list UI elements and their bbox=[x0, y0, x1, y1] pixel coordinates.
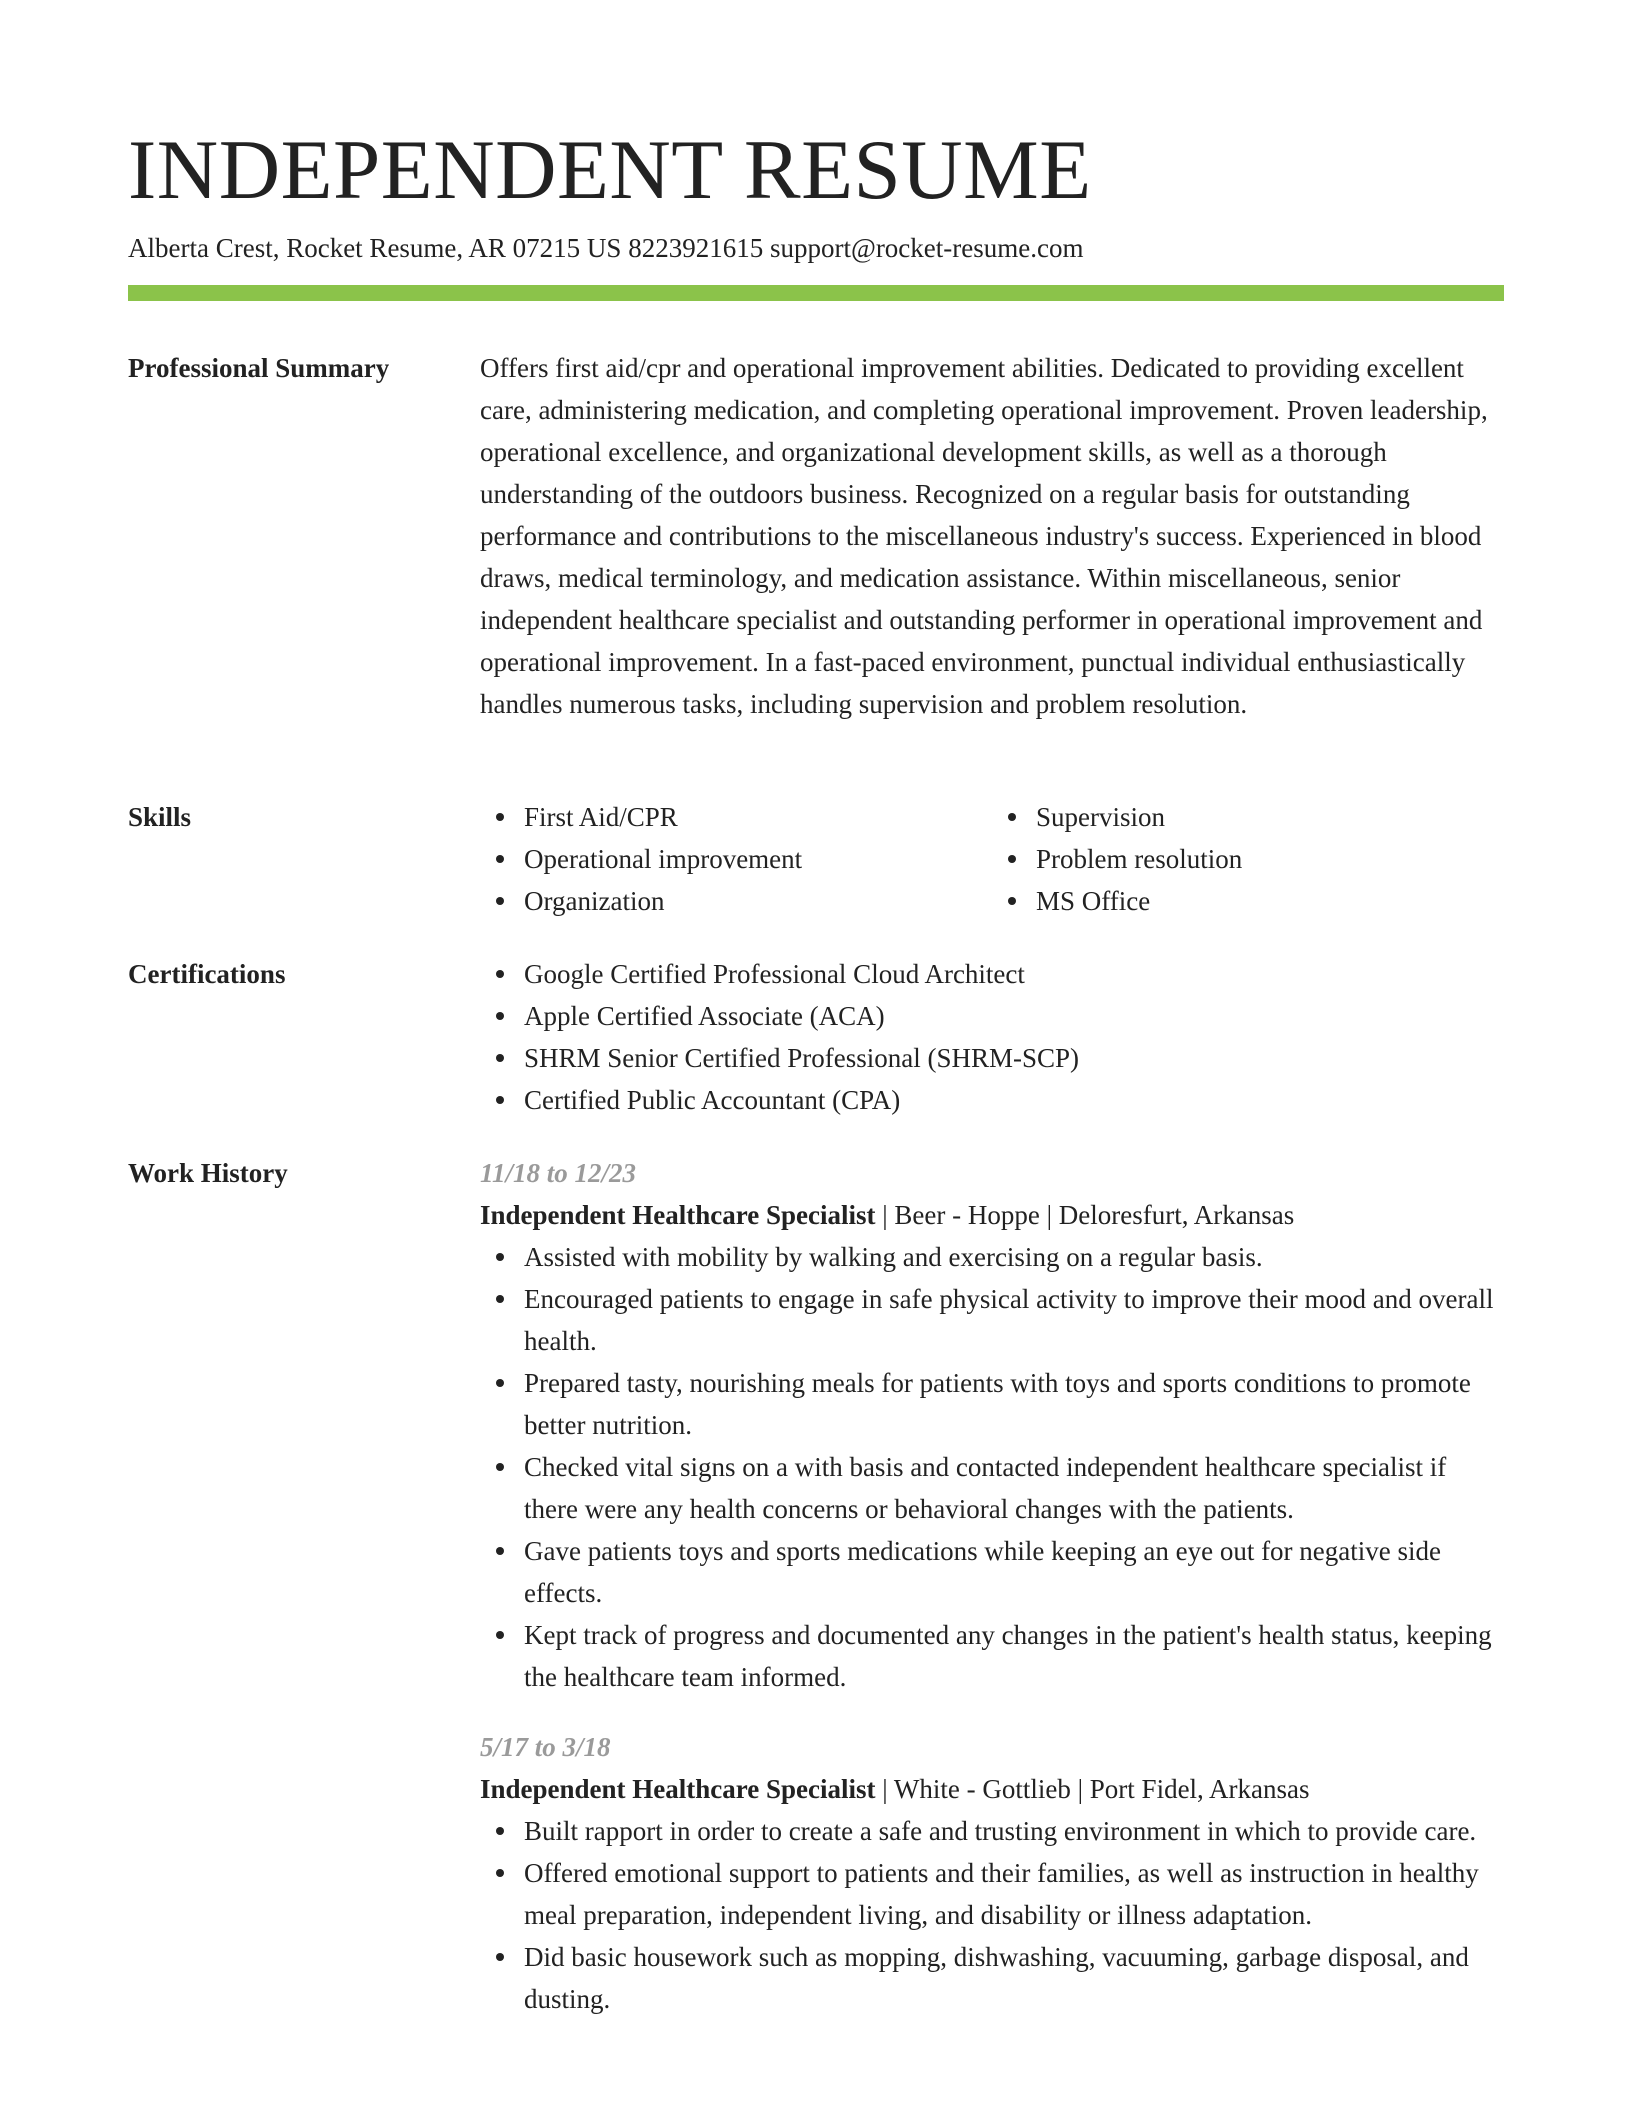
skill-item: MS Office bbox=[1036, 880, 1504, 922]
work-history-heading: Work History bbox=[128, 1158, 288, 1188]
skill-item: First Aid/CPR bbox=[524, 796, 992, 838]
certification-item: Certified Public Accountant (CPA) bbox=[524, 1079, 1504, 1121]
skill-item: Problem resolution bbox=[1036, 838, 1504, 880]
contact-line: Alberta Crest, Rocket Resume, AR 07215 US 8223921615 support@rocket-resume.com bbox=[128, 233, 1084, 263]
certification-item: Apple Certified Associate (ACA) bbox=[524, 995, 1504, 1037]
skill-item: Organization bbox=[524, 880, 992, 922]
skills-list-right bbox=[992, 796, 1504, 922]
job-duty: Checked vital signs on a with basis and contacted independent healthcare specialist if there were any health concerns or behavioral changes with the patients. bbox=[524, 1446, 1504, 1530]
certifications-heading: Certifications bbox=[128, 959, 286, 989]
certification-item: SHRM Senior Certified Professional (SHRM-SCP) bbox=[524, 1037, 1504, 1079]
job-title: Independent Healthcare Specialist bbox=[480, 1200, 876, 1230]
skills-heading: Skills bbox=[128, 802, 192, 832]
summary-heading: Professional Summary bbox=[128, 353, 390, 383]
summary-content bbox=[480, 347, 1504, 725]
job-duty: Did basic housework such as mopping, dishwashing, vacuuming, garbage disposal, and dusting. bbox=[524, 1936, 1504, 2020]
job-dates: 11/18 to 12/23 bbox=[480, 1158, 637, 1188]
certification-item: Google Certified Professional Cloud Architect bbox=[524, 953, 1504, 995]
job-employer-location: | Beer - Hoppe | Deloresfurt, Arkansas bbox=[875, 1200, 1295, 1230]
job-employer-location: | White - Gottlieb | Port Fidel, Arkansas bbox=[875, 1774, 1310, 1804]
job-title: Independent Healthcare Specialist bbox=[480, 1774, 876, 1804]
job-entry bbox=[480, 1726, 1504, 2020]
job-duties-list bbox=[480, 1810, 1504, 2020]
job-header bbox=[480, 1768, 1504, 1810]
accent-divider bbox=[128, 285, 1504, 301]
job-entry bbox=[480, 1152, 1504, 1698]
certifications-list bbox=[480, 953, 1504, 1121]
job-duty: Gave patients toys and sports medications while keeping an eye out for negative side effects. bbox=[524, 1530, 1504, 1614]
job-duties-list bbox=[480, 1236, 1504, 1698]
job-duty: Assisted with mobility by walking and exercising on a regular basis. bbox=[524, 1236, 1504, 1278]
summary-text: Offers first aid/cpr and operational improvement abilities. Dedicated to providing excellent care, administering medication, and completing operational improvement. Proven leadership, operational excellence, and organizational development skills, as well as a thorough understanding of the outdoors business. Recognized on a regular basis for outstanding performance and contributions to the miscellaneous industry's success. Experienced in blood draws, medical terminology, and medication assistance. Within miscellaneous, senior independent healthcare specialist and outstanding performer in operational improvement and operational improvement. In a fast-paced environment, punctual individual enthusiastically handles numerous tasks, including supervision and problem resolution. bbox=[480, 353, 1488, 719]
job-header bbox=[480, 1194, 1504, 1236]
work-history-content bbox=[480, 1152, 1504, 2020]
certifications-content bbox=[480, 953, 1504, 1121]
skills-list-left bbox=[480, 796, 992, 922]
job-dates: 5/17 to 3/18 bbox=[480, 1732, 611, 1762]
job-duty: Kept track of progress and documented any changes in the patient's health status, keeping the healthcare team informed. bbox=[524, 1614, 1504, 1698]
job-duty: Encouraged patients to engage in safe physical activity to improve their mood and overall health. bbox=[524, 1278, 1504, 1362]
skill-item: Supervision bbox=[1036, 796, 1504, 838]
job-duty: Offered emotional support to patients and their families, as well as instruction in healthy meal preparation, independent living, and disability or illness adaptation. bbox=[524, 1852, 1504, 1936]
skills-content bbox=[480, 796, 1504, 922]
skill-item: Operational improvement bbox=[524, 838, 992, 880]
job-duty: Prepared tasty, nourishing meals for patients with toys and sports conditions to promote better nutrition. bbox=[524, 1362, 1504, 1446]
resume-title: INDEPENDENT RESUME bbox=[128, 123, 1092, 217]
job-duty: Built rapport in order to create a safe and trusting environment in which to provide care. bbox=[524, 1810, 1504, 1852]
